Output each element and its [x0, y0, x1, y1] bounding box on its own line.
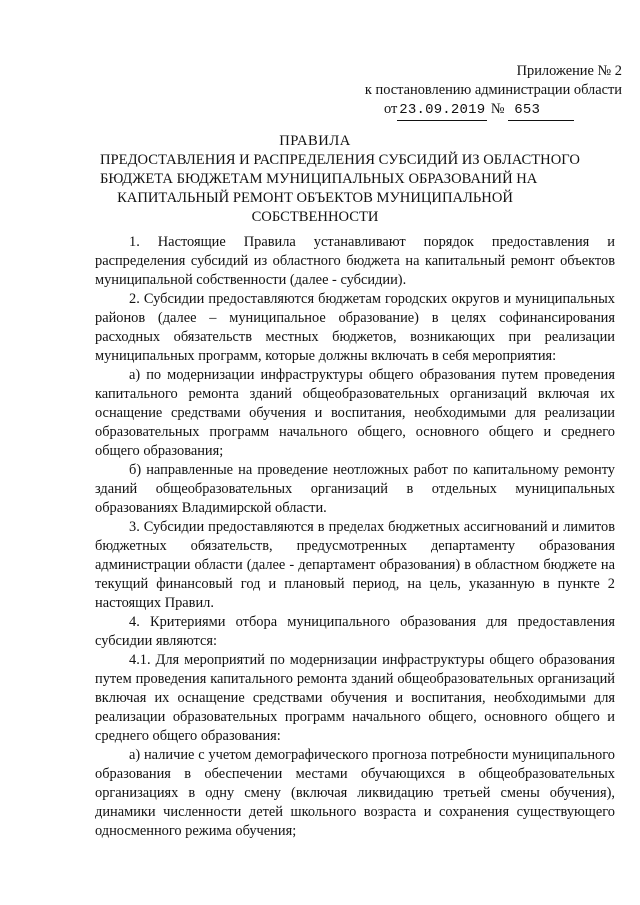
paragraph-2b: б) направленные на проведение неотложных работ по капитальному ремонту зданий общеобразовательных организаций в отдельных муниципальных образованиях Владимирской области. [95, 462, 615, 516]
paragraph-2a: а) по модернизации инфраструктуры общего образования путем проведения капитального ремонта зданий общеобразовательных организаций включая их оснащение средствами обучения и воспитания, необходимыми для реализации образовательных программ начального общего, основного общего и среднего общего образования; [95, 367, 615, 459]
paragraph-1: 1. Настоящие Правила устанавливают порядок предоставления и распределения субсидий из областного бюджета на капитальный ремонт объектов муниципальной собственности (далее - субсидии). [95, 234, 615, 288]
appendix-date-line [330, 100, 622, 121]
paragraph-4-1: 4.1. Для мероприятий по модернизации инфраструктуры общего образования путем проведения капитального ремонта зданий общеобразовательных организаций включая их оснащение средствами обучения и воспитания, необходимыми для реализации образовательных программ начального общего, основного общего и среднего общего образования: [95, 652, 615, 744]
title-line-3: КАПИТАЛЬНЫЙ РЕМОНТ ОБЪЕКТОВ МУНИЦИПАЛЬНОЙ [117, 190, 513, 206]
paragraph-4: 4. Критериями отбора муниципального образования для предоставления субсидии являются: [95, 614, 615, 649]
paragraph-3: 3. Субсидии предоставляются в пределах бюджетных ассигнований и лимитов бюджетных обязательств, предусмотренных департаменту образования администрации области (далее - департамент образования) в областном бюджете на текущий финансовый год и плановый период, на цель, указанную в пункте 2 настоящих Правил. [95, 519, 615, 611]
title-heading: ПРАВИЛА [279, 133, 351, 149]
document-title [100, 132, 580, 227]
title-line-4: СОБСТВЕННОСТИ [251, 209, 379, 225]
title-line-2: БЮДЖЕТА БЮДЖЕТАМ МУНИЦИПАЛЬНЫХ ОБРАЗОВАНИЙ НА [100, 171, 538, 187]
decree-date: 23.09.2019 [397, 101, 487, 121]
appendix-subtitle: к постановлению администрации области [364, 82, 622, 98]
appendix-title: Приложение № 2 [516, 63, 622, 79]
appendix-header [330, 62, 622, 121]
title-line-1: ПРЕДОСТАВЛЕНИЯ И РАСПРЕДЕЛЕНИЯ СУБСИДИЙ ИЗ ОБЛАСТНОГО [100, 152, 580, 168]
paragraph-4-1a: а) наличие с учетом демографического прогноза потребности муниципального образования в обеспечении местами обучающихся в общеобразовательных организациях в одну смену (включая ликвидацию третьей смены обучения), динамики численности детей школьного возраста и сохранения существующего односменного режима обучения; [95, 747, 615, 839]
number-prefix: № [487, 101, 509, 117]
document-body [95, 233, 615, 841]
date-prefix: от [384, 101, 398, 117]
paragraph-2: 2. Субсидии предоставляются бюджетам городских округов и муниципальных районов (далее – муниципальное образование) в целях софинансирования расходных обязательств местных бюджетов, возникающих при реализации муниципальных программ, которые должны включать в себя мероприятия: [95, 291, 615, 364]
decree-number: 653 [508, 101, 574, 121]
